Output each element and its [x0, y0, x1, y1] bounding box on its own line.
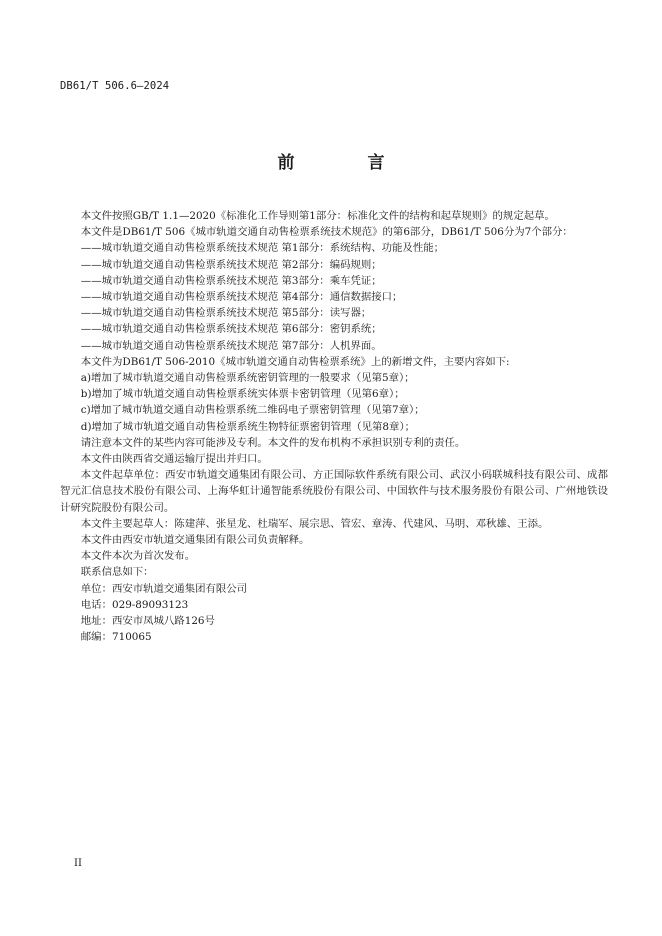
- paragraph-changes-intro: 本文件为DB61/T 506-2010《城市轨道交通自动售检票系统》上的新增文件，主要内容如下:: [80, 355, 510, 368]
- contact-organization: 单位：西安市轨道交通集团有限公司: [80, 582, 248, 595]
- list-item-change: d)增加了城市轨道交通自动售检票系统生物特征票密钥管理（见第8章）；: [80, 420, 416, 433]
- page-title: 前 言: [277, 153, 413, 173]
- paragraph-first-release: 本文件本次为首次发布。: [80, 550, 196, 563]
- list-item-change: b)增加了城市轨道交通自动售检票系统实体票卡密钥管理（见第6章）；: [80, 388, 405, 401]
- page-number: II: [74, 858, 82, 869]
- paragraph-part-statement: 本文件是DB61/T 506《城市轨道交通自动售检票系统技术规范》的第6部分，DB61/T 506分为7个部分：: [80, 226, 573, 239]
- paragraph-contact-intro: 联系信息如下：: [80, 566, 154, 579]
- list-item-change: c)增加了城市轨道交通自动售检票系统二维码电子票密钥管理（见第7章）；: [80, 404, 425, 417]
- paragraph-drafting-rules: 本文件按照GB/T 1.1—2020《标准化工作导则第1部分：标准化文件的结构和起草规则》的规定起草。: [80, 210, 555, 222]
- list-item-part: ——城市轨道交通自动售检票系统技术规范 第7部分：人机界面。: [80, 339, 382, 352]
- list-item-part: ——城市轨道交通自动售检票系统技术规范 第6部分：密钥系统；: [80, 323, 382, 336]
- paragraph-proposer: 本文件由陕西省交通运输厅提出并归口。: [80, 453, 268, 466]
- list-item-part: ——城市轨道交通自动售检票系统技术规范 第5部分：读写器；: [80, 307, 372, 320]
- list-item-change: a)增加了城市轨道交通自动售检票系统密钥管理的一般要求（见第5章）；: [80, 372, 415, 385]
- list-item-part: ——城市轨道交通自动售检票系统技术规范 第1部分：系统结构、功能及性能；: [80, 242, 444, 255]
- paragraph-drafting-units: 本文件起草单位：西安市轨道交通集团有限公司、方正国际软件系统有限公司、武汉小码联城科技有限公司、成都智元汇信息技术股份有限公司、上海华虹计通智能系统股份有限公司、中国软件与技术服务股份有限公司、广州地铁设计研究院股份有限公司。: [60, 469, 608, 514]
- contact-postcode: 邮编：710065: [80, 631, 152, 644]
- document-body: [60, 208, 608, 645]
- list-item-part: ——城市轨道交通自动售检票系统技术规范 第3部分：乘车凭证；: [80, 274, 382, 287]
- contact-phone: 电话：029-89093123: [80, 598, 189, 611]
- paragraph-patent-note: 请注意本文件的某些内容可能涉及专利。本文件的发布机构不承担识别专利的责任。: [80, 436, 466, 449]
- list-item-part: ——城市轨道交通自动售检票系统技术规范 第2部分：编码规则；: [80, 258, 382, 271]
- paragraph-interpretation: 本文件由西安市轨道交通集团有限公司负责解释。: [80, 534, 310, 547]
- document-code: DB61/T 506.6—2024: [60, 80, 170, 92]
- paragraph-drafters: 本文件主要起草人：陈建萍、张星龙、杜瑞军、展宗思、管宏、章涛、代建风、马明、邓秋雄、王添。: [80, 517, 549, 530]
- list-item-part: ——城市轨道交通自动售检票系统技术规范 第4部分：通信数据接口；: [80, 291, 403, 304]
- contact-address: 地址：西安市凤城八路126号: [80, 615, 215, 628]
